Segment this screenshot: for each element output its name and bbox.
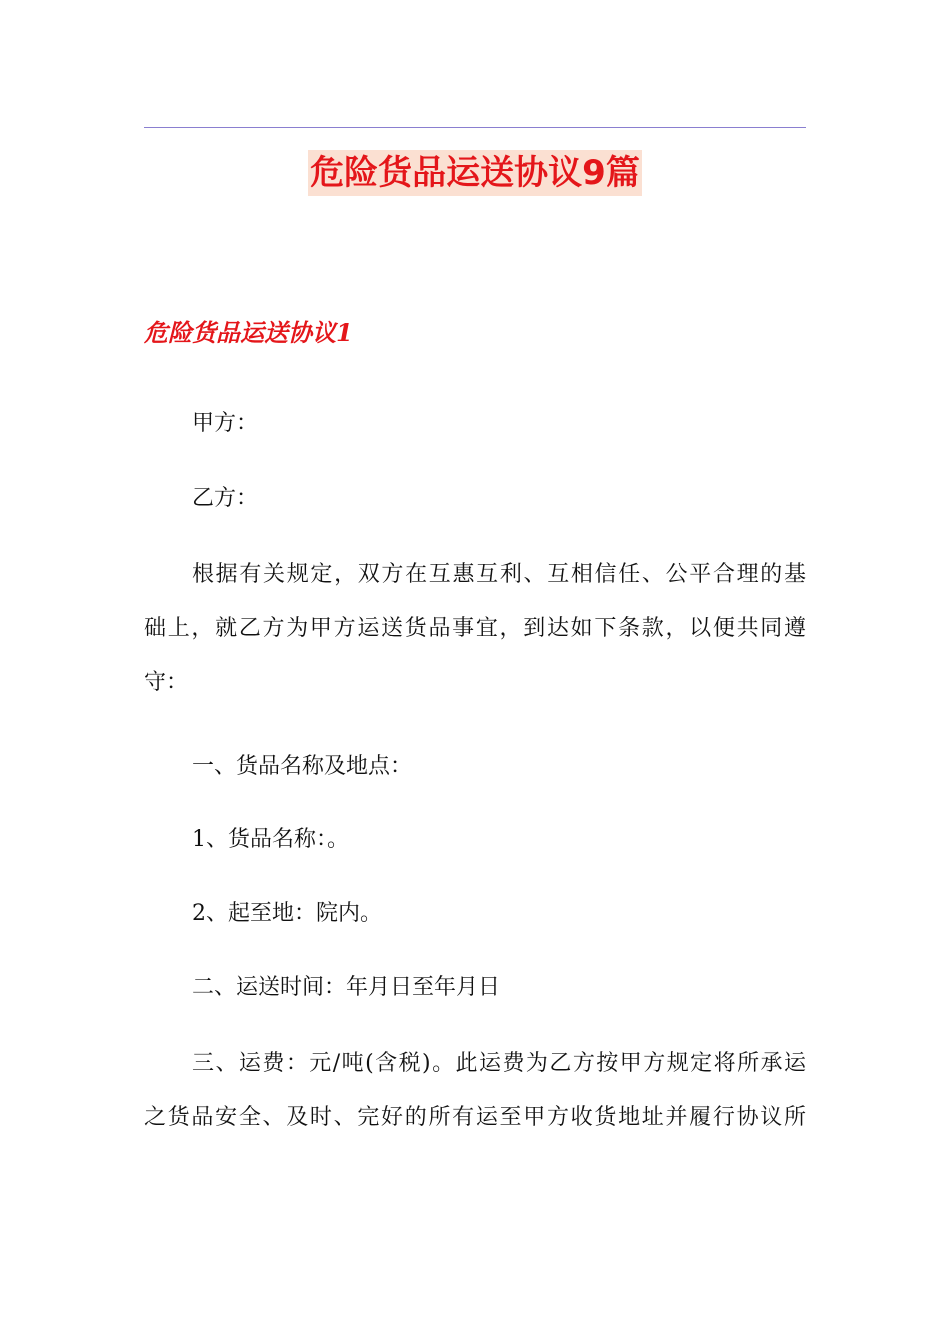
clause-3-line-1: 三、运费：元/吨(含税)。此运费为乙方按甲方规定将所承运 xyxy=(192,1051,806,1076)
clause-1-item-2: 2、起至地：院内。 xyxy=(192,901,382,926)
document-title: 危险货品运送协议9篇 xyxy=(308,150,642,196)
party-a-line: 甲方： xyxy=(192,411,259,436)
section-heading: 危险货品运送协议1 xyxy=(144,318,353,347)
clause-3-paragraph xyxy=(144,1046,806,1136)
title-container xyxy=(0,150,950,196)
clause-3-line-2: 之货品安全、及时、完好的所有运至甲方收货地址并履行协议所 xyxy=(144,1105,806,1130)
intro-line-2: 础上，就乙方为甲方运送货品事宜，到达如下条款，以便共同遵 xyxy=(144,616,806,641)
party-b-line: 乙方： xyxy=(192,486,259,511)
intro-paragraph xyxy=(144,557,806,701)
intro-line-1: 根据有关规定，双方在互惠互利、互相信任、公平合理的基 xyxy=(192,562,806,587)
clause-1-item-1: 1、货品名称：。 xyxy=(192,827,349,852)
clause-1-title: 一、货品名称及地点： xyxy=(192,754,413,779)
clause-2: 二、运送时间：年月日至年月日 xyxy=(192,975,501,1000)
header-rule xyxy=(144,127,806,128)
intro-line-3: 守： xyxy=(144,670,189,695)
